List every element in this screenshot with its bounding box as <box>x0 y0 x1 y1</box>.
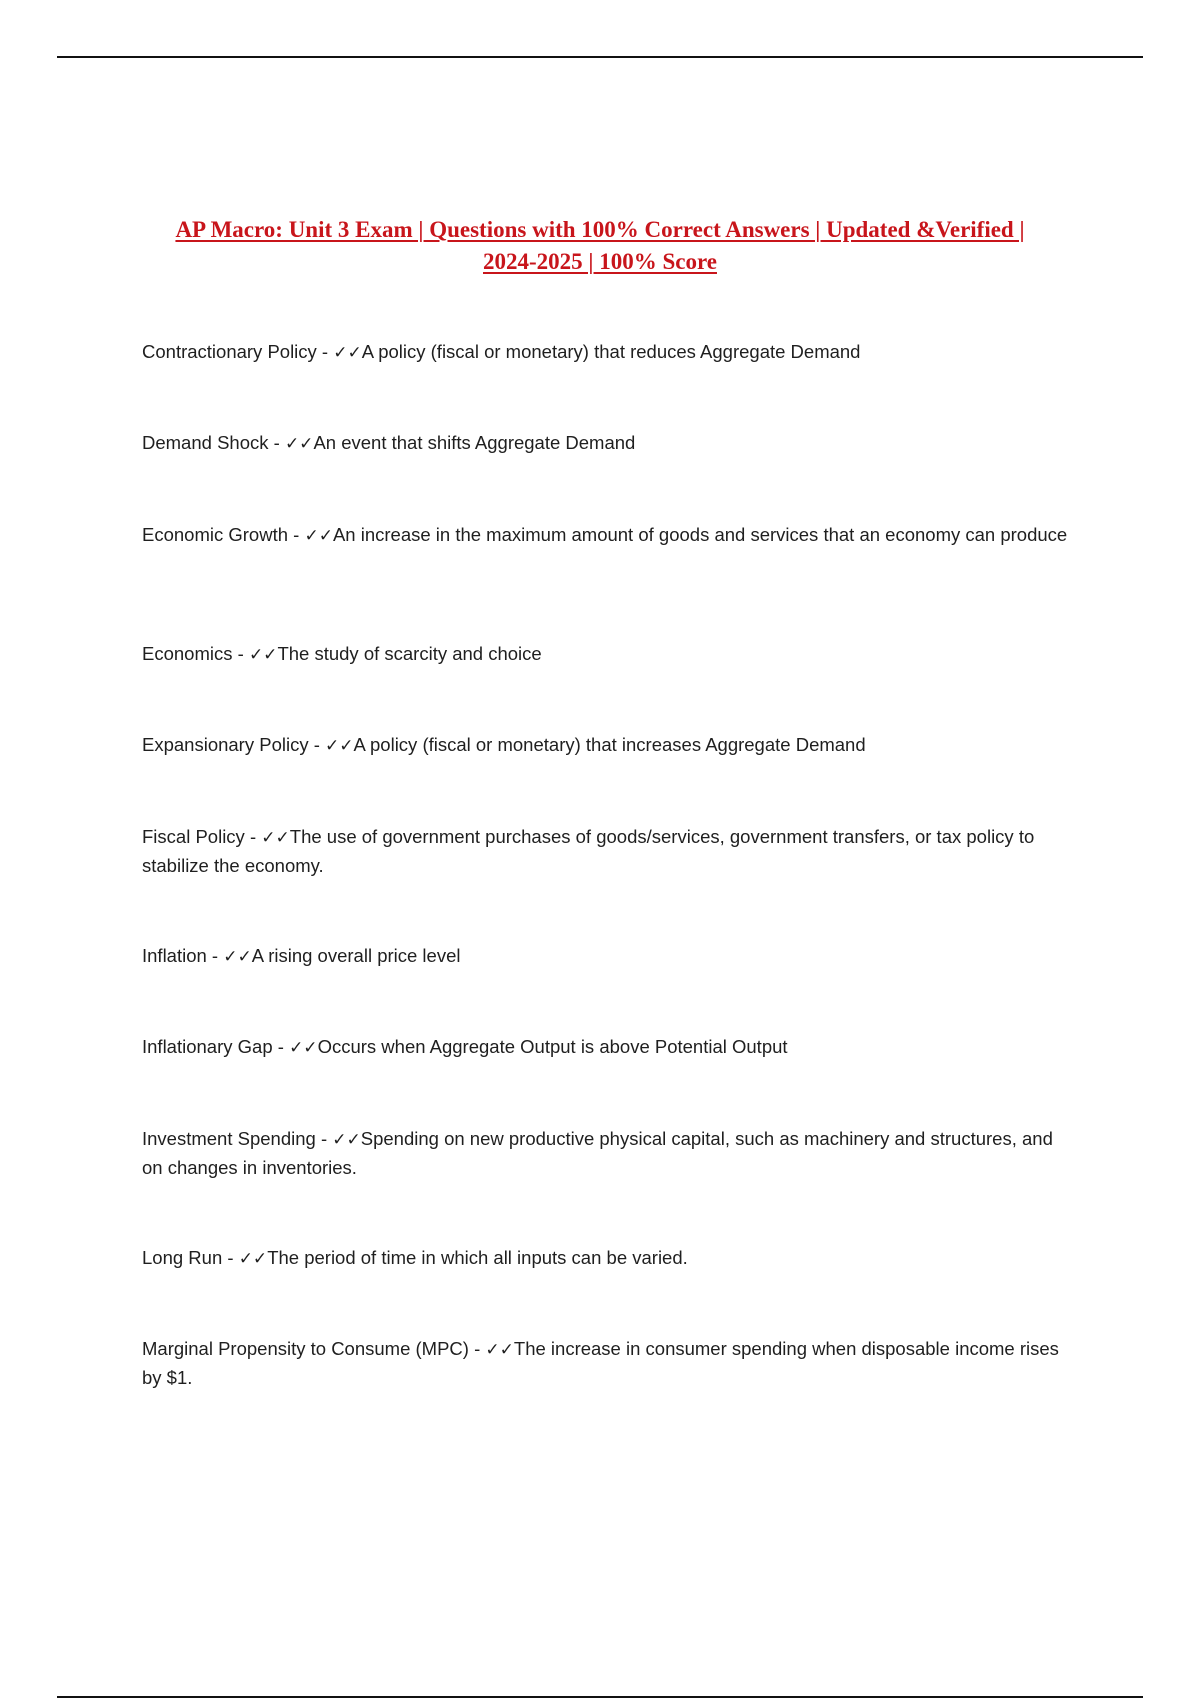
entry-term: Inflationary Gap <box>142 1036 273 1057</box>
document-title <box>150 214 1050 278</box>
entry-term: Economics <box>142 643 233 664</box>
list-item <box>142 731 1072 760</box>
entry-separator: - <box>222 1247 239 1268</box>
header-rule <box>57 56 1143 58</box>
entry-definition: The increase in consumer spending when disposable income rises by $1. <box>142 1338 1059 1388</box>
entry-definition: Occurs when Aggregate Output is above Potential Output <box>317 1036 788 1057</box>
entry-term: Marginal Propensity to Consume (MPC) <box>142 1338 469 1359</box>
list-item <box>142 640 1072 669</box>
list-item <box>142 823 1072 880</box>
entry-definition: The study of scarcity and choice <box>277 643 542 664</box>
entry-definition: A policy (fiscal or monetary) that reduces Aggregate Demand <box>361 341 861 362</box>
entry-term: Demand Shock <box>142 432 269 453</box>
check-mark-icon: ✓✓ <box>304 526 333 546</box>
entry-separator: - <box>315 1128 333 1149</box>
entry-definition: An event that shifts Aggregate Demand <box>313 432 636 453</box>
entry-term: Inflation <box>142 945 207 966</box>
footer-rule <box>57 1696 1143 1698</box>
list-item <box>142 429 1072 458</box>
check-mark-icon: ✓✓ <box>261 828 290 848</box>
check-mark-icon: ✓✓ <box>223 947 252 967</box>
entry-term: Expansionary Policy <box>142 734 309 755</box>
entry-term: Contractionary Policy <box>142 341 317 362</box>
entry-term: Fiscal Policy <box>142 826 245 847</box>
check-mark-icon: ✓✓ <box>289 1038 318 1058</box>
check-mark-icon: ✓✓ <box>325 736 354 756</box>
list-item <box>142 1335 1072 1392</box>
entry-separator: - <box>288 524 305 545</box>
entry-separator: - <box>316 341 334 362</box>
entry-separator: - <box>244 826 262 847</box>
entry-definition: The use of government purchases of goods/services, government transfers, or tax policy to stabilize the economy. <box>142 826 1035 876</box>
check-mark-icon: ✓✓ <box>284 434 314 454</box>
list-item <box>142 942 1072 971</box>
check-mark-icon: ✓✓ <box>238 1249 268 1269</box>
list-item <box>142 1125 1072 1182</box>
entry-term: Economic Growth <box>142 524 288 545</box>
list-item <box>142 1244 1072 1273</box>
title-line-2: 2024-2025 | 100% Score <box>483 249 717 274</box>
entry-definition: A policy (fiscal or monetary) that increases Aggregate Demand <box>353 734 866 755</box>
entry-separator: - <box>308 734 326 755</box>
entry-separator: - <box>232 643 249 664</box>
entry-definition: An increase in the maximum amount of goods and services that an economy can produce <box>332 524 1068 545</box>
entry-term: Investment Spending <box>142 1128 316 1149</box>
check-mark-icon: ✓✓ <box>332 1130 361 1150</box>
check-mark-icon: ✓✓ <box>248 645 278 665</box>
entry-definition: Spending on new productive physical capital, such as machinery and structures, and on changes in inventories. <box>142 1128 1053 1178</box>
list-item <box>142 338 1072 367</box>
entry-separator: - <box>268 432 285 453</box>
list-item <box>142 1033 1072 1062</box>
check-mark-icon: ✓✓ <box>485 1340 514 1360</box>
entry-separator: - <box>206 945 224 966</box>
entry-term: Long Run <box>142 1247 223 1268</box>
entry-separator: - <box>272 1036 290 1057</box>
entry-definition: The period of time in which all inputs can be varied. <box>267 1247 688 1268</box>
list-item <box>142 521 1072 550</box>
entry-definition: A rising overall price level <box>251 945 461 966</box>
title-line-1: AP Macro: Unit 3 Exam | Questions with 100% Correct Answers | Updated &Verified | <box>175 217 1025 242</box>
entry-separator: - <box>468 1338 486 1359</box>
check-mark-icon: ✓✓ <box>333 343 362 363</box>
